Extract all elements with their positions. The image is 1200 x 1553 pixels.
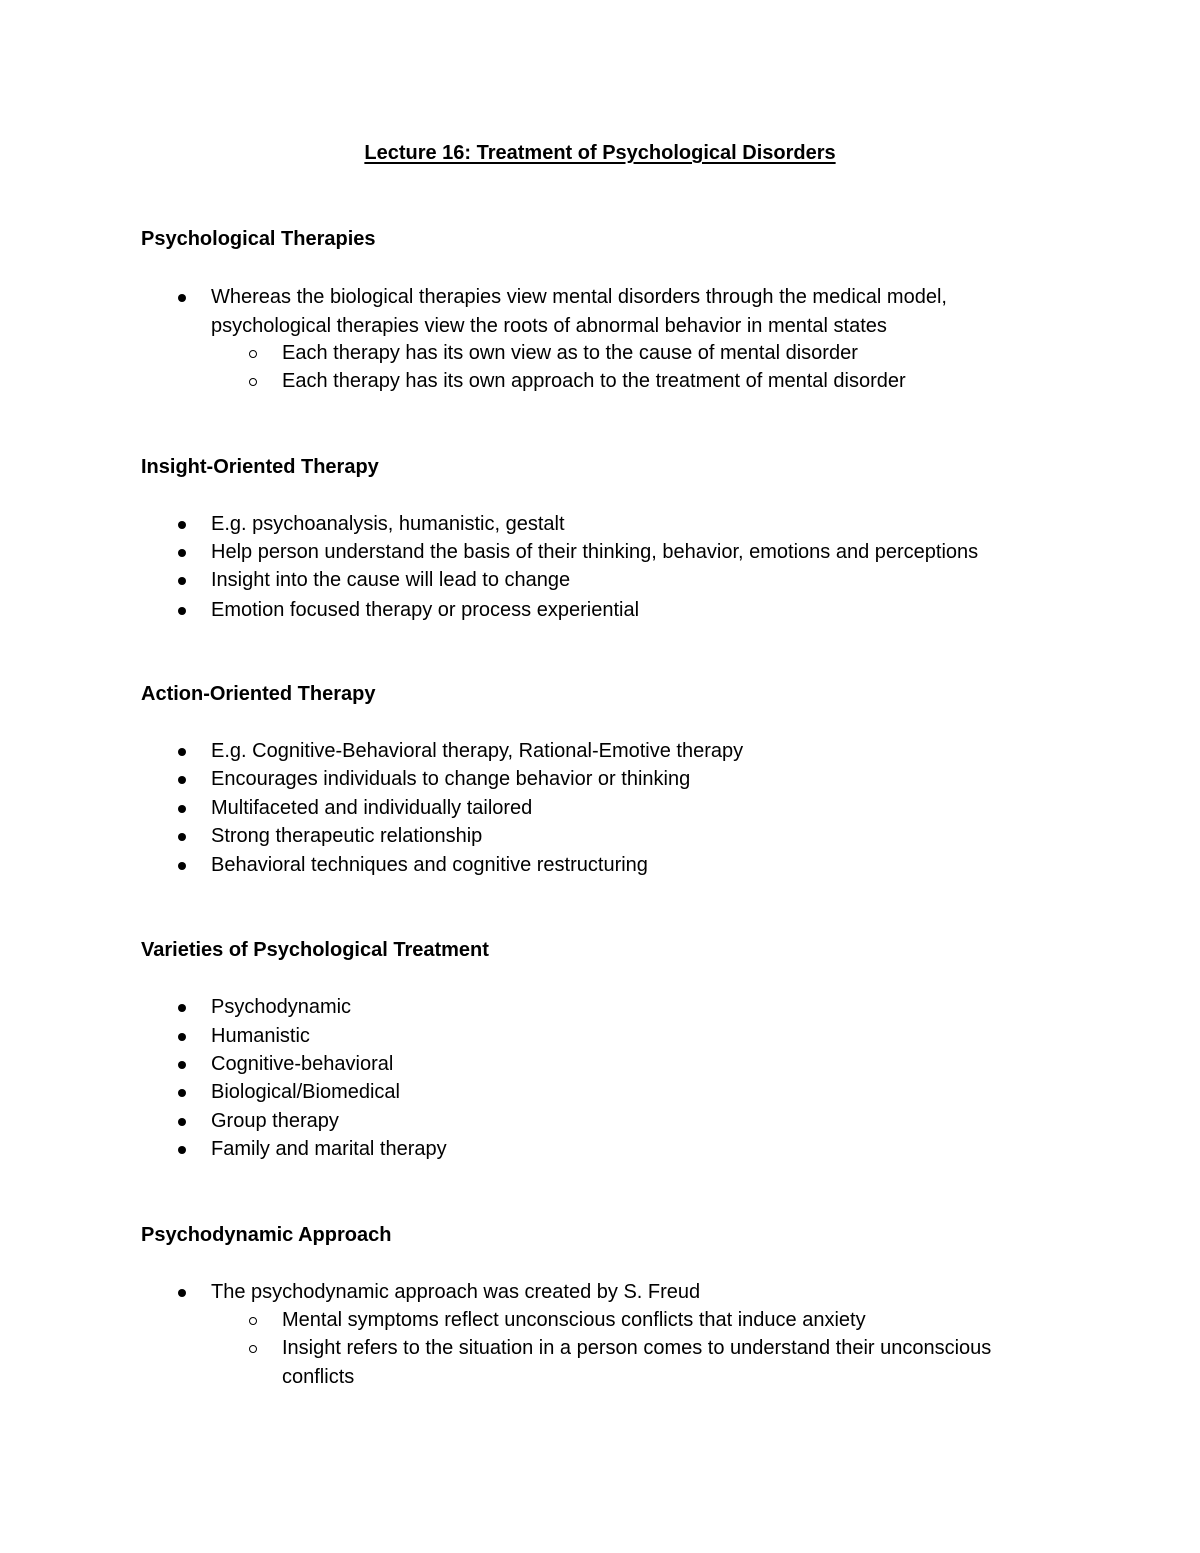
bullet-icon [178, 1004, 186, 1012]
hollow-bullet-icon [249, 1345, 257, 1353]
list-item-text: Encourages individuals to change behavior or thinking [211, 768, 691, 790]
sub-list-item-text: Insight refers to the situation in a person comes to understand their unconscious conflicts [282, 1337, 992, 1388]
list-item-text: Emotion focused therapy or process experiential [211, 599, 640, 621]
section-heading-varieties-of-treatment: Varieties of Psychological Treatment [141, 939, 489, 961]
bullet-icon [178, 1033, 186, 1041]
list-item-text: Insight into the cause will lead to change [211, 569, 571, 591]
list-item [211, 794, 532, 823]
list-item [211, 1078, 400, 1107]
list-item-text: E.g. Cognitive-Behavioral therapy, Rational-Emotive therapy [211, 740, 744, 762]
section-heading-psychodynamic-approach: Psychodynamic Approach [141, 1224, 392, 1246]
list-item-text: Strong therapeutic relationship [211, 825, 483, 847]
bullet-icon [178, 1118, 186, 1126]
list-item-text: Group therapy [211, 1110, 339, 1132]
bullet-icon [178, 521, 186, 529]
hollow-bullet-icon [249, 378, 257, 386]
bullet-icon [178, 607, 186, 615]
list-item-text: Help person understand the basis of their thinking, behavior, emotions and perceptions [211, 541, 979, 563]
list-item [211, 765, 690, 794]
list-item [211, 1050, 393, 1079]
sub-list-item [282, 339, 858, 368]
list-item [211, 596, 639, 625]
list-item [211, 993, 351, 1022]
list-item-text: The psychodynamic approach was created by S. Freud [211, 1281, 701, 1303]
page-title: Lecture 16: Treatment of Psychological Disorders [364, 142, 836, 164]
list-item [211, 1135, 447, 1164]
bullet-icon [178, 748, 186, 756]
sub-list-item-text: Each therapy has its own view as to the cause of mental disorder [282, 342, 858, 364]
bullet-icon [178, 294, 186, 302]
list-item [211, 737, 743, 766]
list-item [211, 510, 565, 539]
bullet-icon [178, 1061, 186, 1069]
bullet-icon [178, 805, 186, 813]
list-item-text: Multifaceted and individually tailored [211, 797, 533, 819]
bullet-icon [178, 1089, 186, 1097]
list-item [211, 1278, 700, 1307]
section-heading-psychological-therapies: Psychological Therapies [141, 228, 376, 250]
list-item [211, 566, 570, 595]
sub-list-item [282, 1334, 1062, 1391]
bullet-icon [178, 862, 186, 870]
section-heading-insight-oriented-therapy: Insight-Oriented Therapy [141, 456, 379, 478]
list-item [211, 1107, 339, 1136]
list-item-text: Psychodynamic [211, 996, 352, 1018]
list-item [211, 822, 482, 851]
list-item-text: E.g. psychoanalysis, humanistic, gestalt [211, 513, 565, 535]
list-item-text: Family and marital therapy [211, 1138, 447, 1160]
bullet-icon [178, 776, 186, 784]
bullet-icon [178, 1146, 186, 1154]
bullet-icon [178, 577, 186, 585]
list-item [211, 851, 648, 880]
section-heading-action-oriented-therapy: Action-Oriented Therapy [141, 683, 376, 705]
bullet-icon [178, 833, 186, 841]
hollow-bullet-icon [249, 350, 257, 358]
bullet-icon [178, 1289, 186, 1297]
list-item-text: Humanistic [211, 1025, 310, 1047]
sub-list-item [282, 367, 906, 396]
bullet-icon [178, 549, 186, 557]
list-item-text: Biological/Biomedical [211, 1081, 400, 1103]
list-item [211, 1022, 310, 1051]
list-item [211, 283, 1071, 340]
list-item [211, 538, 978, 567]
sub-list-item [282, 1306, 866, 1335]
list-item-text: Cognitive-behavioral [211, 1053, 394, 1075]
hollow-bullet-icon [249, 1317, 257, 1325]
list-item-text: Behavioral techniques and cognitive restructuring [211, 854, 648, 876]
sub-list-item-text: Mental symptoms reflect unconscious conflicts that induce anxiety [282, 1309, 866, 1331]
list-item-text: Whereas the biological therapies view mental disorders through the medical model, psychological therapies view the roots of abnormal behavior in mental states [211, 286, 947, 337]
sub-list-item-text: Each therapy has its own approach to the treatment of mental disorder [282, 370, 906, 392]
